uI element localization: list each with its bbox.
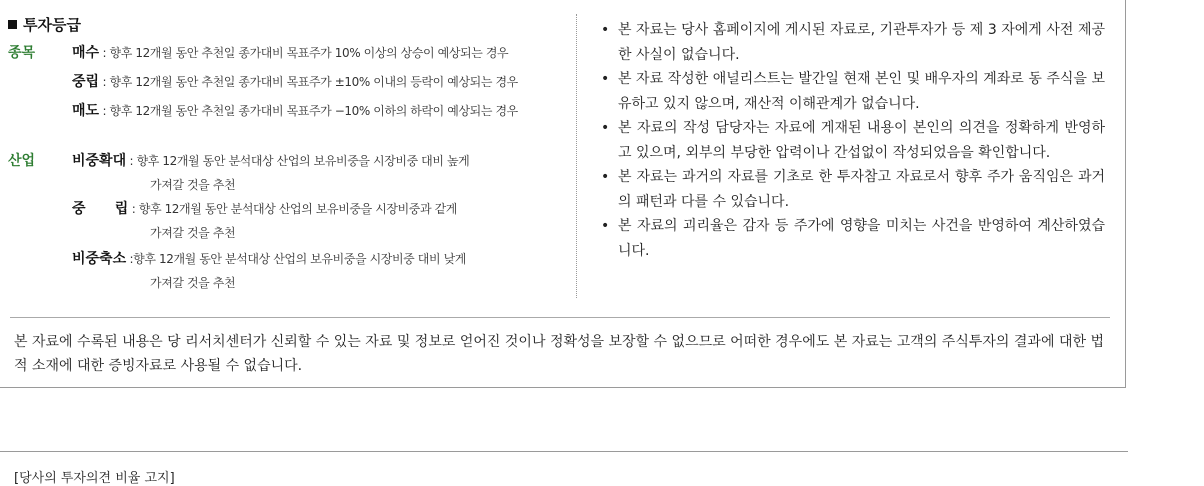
column-divider — [576, 14, 577, 298]
ratings-title — [8, 14, 573, 36]
rating-key-sell: 매도 — [72, 103, 100, 119]
disclosure-text: 본 자료는 당사 홈페이지에 게시된 자료로, 기관투자가 등 제 3 자에게 사전 제공한 사실이 없습니다. — [618, 22, 1105, 63]
stock-rating-group — [8, 36, 573, 146]
legal-disclaimer: 본 자료에 수록된 내용은 당 리서치센터가 신뢰할 수 있는 자료 및 정보로 얻어진 것이나 정확성을 보장할 수 없으므로 어떠한 경우에도 본 자료는 고객의 주식투자의 결과에 대한 법적 소재에 대한 증빙자료로 사용될 수 없습니다. — [14, 334, 1104, 374]
bullet-dot-icon: • — [601, 169, 610, 185]
industry-rating-label: 산업 — [8, 153, 36, 169]
ratings-title-text: 투자등급 — [23, 16, 81, 34]
rating-key-neutral: 중 립 — [72, 201, 129, 217]
rating-row-sell — [72, 98, 518, 124]
disclosure-item — [600, 67, 1105, 116]
rating-desc-underweight-cont: 가져갈 것을 추천 — [150, 276, 236, 290]
disclosure-text: 본 자료는 과거의 자료를 기초로 한 투자참고 자료로서 향후 주가 움직임은 과거의 패턴과 다를 수 있습니다. — [618, 169, 1105, 210]
rating-desc-overweight-cont: 가져갈 것을 추천 — [150, 178, 236, 192]
rating-row-buy — [72, 40, 508, 66]
bullet-dot-icon: • — [601, 71, 610, 87]
bullet-dot-icon: • — [601, 218, 610, 234]
rating-desc-buy: : 향후 12개월 동안 추천일 종가대비 목표주가 10% 이상의 상승이 예상되는 경우 — [102, 46, 509, 60]
rating-desc-overweight: : 향후 12개월 동안 분석대상 산업의 보유비중을 시장비중 대비 높게 — [129, 154, 470, 168]
ratings-section — [8, 14, 573, 306]
square-bullet-icon — [8, 20, 17, 29]
rating-row-underweight — [72, 246, 466, 290]
rating-desc-sell: : 향후 12개월 동안 추천일 종가대비 목표주가 −10% 이하의 하락이 예상되는 경우 — [102, 104, 518, 118]
bullet-dot-icon: • — [601, 120, 610, 136]
rating-desc-hold: : 향후 12개월 동안 추천일 종가대비 목표주가 ±10% 이내의 등락이 예상되는 경우 — [102, 75, 518, 89]
rating-key-buy: 매수 — [72, 45, 100, 61]
industry-rating-group — [8, 146, 573, 306]
stock-rating-label: 종목 — [8, 45, 36, 61]
rating-desc-underweight: :향후 12개월 동안 분석대상 산업의 보유비중을 시장비중 대비 낮게 — [129, 252, 466, 266]
rating-row-hold — [72, 69, 518, 95]
rating-row-overweight — [72, 148, 470, 192]
rating-desc-neutral-cont: 가져갈 것을 추천 — [150, 226, 236, 240]
next-section-title: [당사의 투자의견 비율 고지] — [14, 471, 175, 486]
disclosure-text: 본 자료의 작성 담당자는 자료에 게재된 내용이 본인의 의견을 정확하게 반영하고 있으며, 외부의 부당한 압력이나 간섭없이 작성되었음을 확인합니다. — [618, 120, 1105, 161]
rating-key-hold: 중립 — [72, 74, 100, 90]
bullet-dot-icon: • — [601, 22, 610, 38]
disclosure-item — [600, 116, 1105, 165]
disclosure-text: 본 자료 작성한 애널리스트는 발간일 현재 본인 및 배우자의 계좌로 동 주식을 보유하고 있지 않으며, 재산적 이해관계가 없습니다. — [618, 71, 1105, 112]
disclosure-list — [600, 18, 1105, 263]
disclosure-item — [600, 214, 1105, 263]
disclosure-text: 본 자료의 괴리율은 감자 등 주가에 영향을 미치는 사건을 반영하여 계산하였습니다. — [618, 218, 1105, 259]
disclosure-item — [600, 18, 1105, 67]
disclosure-item — [600, 165, 1105, 214]
section-divider — [10, 317, 1110, 318]
page-divider — [0, 451, 1128, 452]
rating-key-overweight: 비중확대 — [72, 153, 127, 169]
rating-row-neutral — [72, 196, 457, 240]
rating-key-underweight: 비중축소 — [72, 251, 127, 267]
rating-desc-neutral: : 향후 12개월 동안 분석대상 산업의 보유비중을 시장비중과 같게 — [131, 202, 457, 216]
